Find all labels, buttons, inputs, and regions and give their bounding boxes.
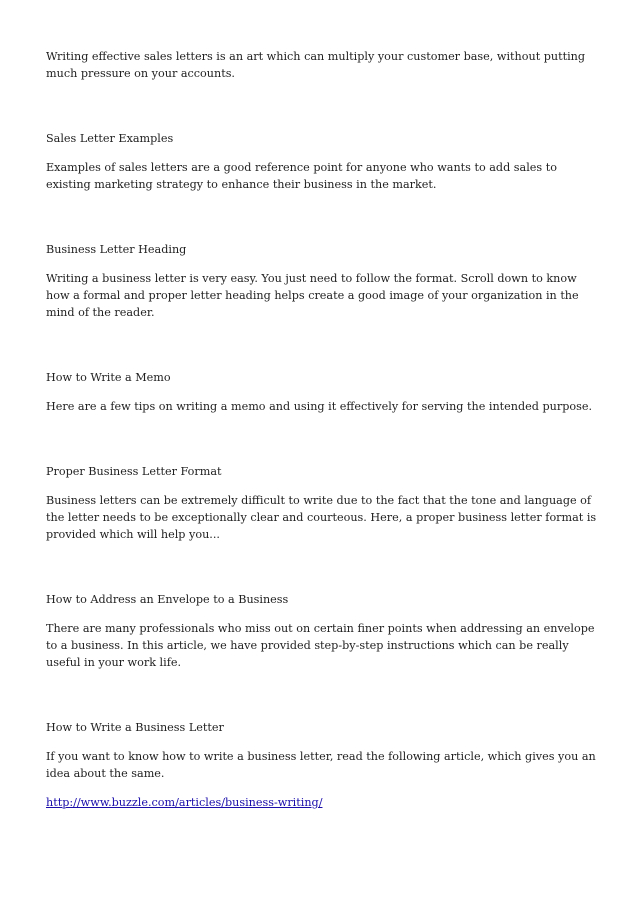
section-body: Examples of sales letters are a good reference point for anyone who wants to add sales to existing marketing strategy to enhance their business in the market. xyxy=(46,161,557,191)
intro-paragraph: Writing effective sales letters is an art which can multiply your customer base, without putting much pressure on your accounts. xyxy=(46,50,586,80)
section-sales-letter-examples xyxy=(46,130,598,193)
section-title: Sales Letter Examples xyxy=(46,132,174,145)
section-how-to-write-business-letter xyxy=(46,719,598,782)
section-title: Proper Business Letter Format xyxy=(46,465,222,478)
section-title: How to Write a Memo xyxy=(46,371,171,384)
section-body: If you want to know how to write a business letter, read the following article, which gives you an idea about the same. xyxy=(46,750,596,780)
section-proper-business-letter-format xyxy=(46,463,598,543)
section-body: There are many professionals who miss out on certain finer points when addressing an envelope to a business. In this article, we have provided step-by-step instructions which can be really useful in your work life. xyxy=(46,622,595,669)
document-content xyxy=(46,48,598,811)
section-body: Here are a few tips on writing a memo and using it effectively for serving the intended purpose. xyxy=(46,400,593,413)
section-how-to-write-a-memo xyxy=(46,369,598,415)
section-body: Business letters can be extremely difficult to write due to the fact that the tone and language of the letter needs to be exceptionally clear and courteous. Here, a proper business letter format is provided which will help you... xyxy=(46,494,597,541)
section-body: Writing a business letter is very easy. You just need to follow the format. Scroll down to know how a formal and proper letter heading helps create a good image of your organization in the mind of the reader. xyxy=(46,272,579,319)
section-address-envelope xyxy=(46,591,598,671)
source-link[interactable]: http://www.buzzle.com/articles/business-writing/ xyxy=(46,796,323,809)
section-title: How to Write a Business Letter xyxy=(46,721,224,734)
section-business-letter-heading xyxy=(46,241,598,321)
section-title: How to Address an Envelope to a Business xyxy=(46,593,289,606)
section-title: Business Letter Heading xyxy=(46,243,187,256)
